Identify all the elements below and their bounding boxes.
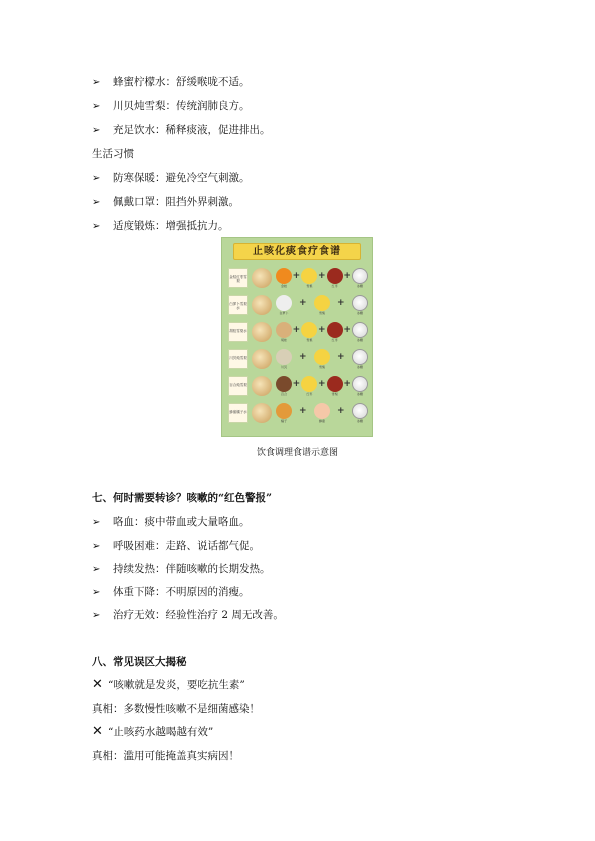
recipe-row bbox=[228, 374, 368, 398]
plus-icon: + bbox=[292, 325, 301, 335]
ingredient-image bbox=[301, 322, 317, 338]
recipe-label: 川贝炖雪梨 bbox=[228, 349, 248, 369]
plus-icon: + bbox=[337, 352, 345, 362]
bullet-weight-loss bbox=[92, 585, 250, 600]
ingredient-image bbox=[327, 376, 343, 392]
ingredient-label: 金桔 bbox=[280, 284, 287, 288]
recipe-label: 百合炖雪梨 bbox=[228, 376, 248, 396]
recipe-label: 蜂蜜橘子水 bbox=[228, 403, 248, 423]
arrow-icon: ➢ bbox=[92, 173, 101, 184]
ingredient-image bbox=[314, 403, 330, 419]
ingredient-label: 胡桂 bbox=[280, 338, 287, 342]
ingredient-label: 川贝 bbox=[280, 365, 287, 369]
rock-sugar-image bbox=[352, 376, 368, 392]
dish-image bbox=[252, 376, 272, 396]
ingredient-image bbox=[276, 268, 292, 284]
bullet-exercise bbox=[92, 219, 229, 234]
bullet-pear bbox=[92, 99, 250, 114]
plus-icon: + bbox=[318, 379, 326, 389]
recipe-row bbox=[228, 266, 368, 290]
arrow-icon: ➢ bbox=[92, 587, 101, 598]
recipe-row bbox=[228, 347, 368, 371]
plus-icon: + bbox=[343, 325, 351, 335]
bullet-water bbox=[92, 123, 271, 138]
ingredient-image bbox=[301, 376, 317, 392]
plus-icon: + bbox=[292, 271, 301, 281]
arrow-icon: ➢ bbox=[92, 77, 101, 88]
ingredient-image bbox=[276, 349, 292, 365]
ingredient-label: 雪梨 bbox=[306, 284, 313, 288]
ingredient-label: 冰糖 bbox=[356, 338, 363, 342]
bullet-text: 持续发热：伴随咳嗽的长期发热。 bbox=[113, 563, 271, 575]
bullet-text: 充足饮水：稀释痰液，促进排出。 bbox=[113, 124, 271, 136]
ingredient-label: 白萝卜 bbox=[279, 311, 289, 315]
bullet-no-improvement bbox=[92, 608, 284, 623]
bullet-text: 佩戴口罩：阻挡外界刺激。 bbox=[113, 196, 239, 208]
ingredient-image bbox=[276, 295, 292, 311]
ingredient-image bbox=[276, 322, 292, 338]
plus-icon: + bbox=[299, 352, 307, 362]
diet-recipe-figure bbox=[221, 237, 373, 437]
plus-icon: + bbox=[343, 271, 351, 281]
plus-icon: + bbox=[318, 271, 326, 281]
bullet-text: 川贝炖雪梨：传统润肺良方。 bbox=[113, 100, 250, 112]
cross-icon: ✕ bbox=[92, 677, 103, 692]
ingredient-label: 冰糖 bbox=[356, 392, 363, 396]
ingredient-image bbox=[327, 322, 343, 338]
ingredient-image bbox=[314, 295, 330, 311]
arrow-icon: ➢ bbox=[92, 541, 101, 552]
recipe-label: 金桔红枣雪梨 bbox=[228, 268, 248, 288]
bullet-dyspnea bbox=[92, 539, 260, 554]
recipe-row bbox=[228, 401, 368, 425]
recipe-label: 胡桂雪梨水 bbox=[228, 322, 248, 342]
bullet-text: 防寒保暖：避免冷空气刺激。 bbox=[113, 172, 250, 184]
ingredient-label: 冰糖 bbox=[356, 419, 363, 423]
bullet-fever bbox=[92, 562, 271, 577]
ingredient-label: 雪梨 bbox=[331, 392, 338, 396]
plus-icon: + bbox=[292, 379, 301, 389]
ingredient-label: 雪梨 bbox=[318, 365, 325, 369]
myth-text: “止咳药水越喝越有效” bbox=[108, 726, 214, 738]
arrow-icon: ➢ bbox=[92, 517, 101, 528]
bullet-hemoptysis bbox=[92, 515, 250, 530]
bullet-text: 呼吸困难：走路、说话都气促。 bbox=[113, 540, 260, 552]
plus-icon: + bbox=[343, 379, 351, 389]
ingredient-image bbox=[276, 376, 292, 392]
dish-image bbox=[252, 403, 272, 423]
arrow-icon: ➢ bbox=[92, 197, 101, 208]
myth-1 bbox=[92, 678, 245, 692]
plus-icon: + bbox=[299, 406, 307, 416]
bullet-warm bbox=[92, 171, 250, 186]
ingredient-label: 雪梨 bbox=[318, 311, 325, 315]
figure-title: 止咳化痰食疗食谱 bbox=[233, 243, 361, 260]
dish-image bbox=[252, 295, 272, 315]
rock-sugar-image bbox=[352, 322, 368, 338]
dish-image bbox=[252, 268, 272, 288]
recipe-label: 白萝卜雪梨水 bbox=[228, 295, 248, 315]
bullet-text: 体重下降：不明原因的消瘦。 bbox=[113, 586, 250, 598]
arrow-icon: ➢ bbox=[92, 610, 101, 621]
section7-heading: 七、何时需要转诊？咳嗽的“红色警报” bbox=[92, 492, 273, 504]
ingredient-label: 蜂蜜 bbox=[318, 419, 325, 423]
rock-sugar-image bbox=[352, 295, 368, 311]
ingredient-label: 冰糖 bbox=[356, 311, 363, 315]
figure-caption: 饮食调理食谱示意图 bbox=[256, 448, 338, 458]
ingredient-image bbox=[301, 268, 317, 284]
ingredient-image bbox=[276, 403, 292, 419]
recipe-row bbox=[228, 320, 368, 344]
recipe-row bbox=[228, 293, 368, 317]
ingredient-label: 红枣 bbox=[331, 338, 338, 342]
ingredient-label: 百合 bbox=[280, 392, 287, 396]
bullet-text: 咯血：痰中带血或大量咯血。 bbox=[113, 516, 250, 528]
bullet-text: 治疗无效：经验性治疗 2 周无改善。 bbox=[113, 609, 284, 621]
arrow-icon: ➢ bbox=[92, 564, 101, 575]
bullet-mask bbox=[92, 195, 239, 210]
plus-icon: + bbox=[337, 406, 345, 416]
lifestyle-heading: 生活习惯 bbox=[92, 148, 134, 160]
plus-icon: + bbox=[318, 325, 326, 335]
myth-text: “咳嗽就是发炎，要吃抗生素” bbox=[108, 679, 245, 691]
truth-2: 真相：滥用可能掩盖真实病因！ bbox=[92, 750, 239, 762]
dish-image bbox=[252, 349, 272, 369]
arrow-icon: ➢ bbox=[92, 101, 101, 112]
dish-image bbox=[252, 322, 272, 342]
cross-icon: ✕ bbox=[92, 724, 103, 739]
ingredient-label: 雪梨 bbox=[306, 338, 313, 342]
bullet-text: 蜂蜜柠檬水：舒缓喉咙不适。 bbox=[113, 76, 250, 88]
myth-2 bbox=[92, 725, 213, 739]
plus-icon: + bbox=[299, 298, 307, 308]
ingredient-image bbox=[314, 349, 330, 365]
arrow-icon: ➢ bbox=[92, 125, 101, 136]
bullet-text: 适度锻炼：增强抵抗力。 bbox=[113, 220, 229, 232]
rock-sugar-image bbox=[352, 268, 368, 284]
rock-sugar-image bbox=[352, 403, 368, 419]
plus-icon: + bbox=[337, 298, 345, 308]
ingredient-label: 红枣 bbox=[331, 284, 338, 288]
ingredient-image bbox=[327, 268, 343, 284]
bullet-honey-lemon bbox=[92, 75, 250, 90]
ingredient-label: 橘子 bbox=[280, 419, 287, 423]
ingredient-label: 冰糖 bbox=[356, 284, 363, 288]
ingredient-label: 红枣 bbox=[306, 392, 313, 396]
truth-1: 真相：多数慢性咳嗽不是细菌感染！ bbox=[92, 703, 260, 715]
ingredient-label: 冰糖 bbox=[356, 365, 363, 369]
rock-sugar-image bbox=[352, 349, 368, 365]
section8-heading: 八、常见误区大揭秘 bbox=[92, 656, 187, 668]
arrow-icon: ➢ bbox=[92, 221, 101, 232]
